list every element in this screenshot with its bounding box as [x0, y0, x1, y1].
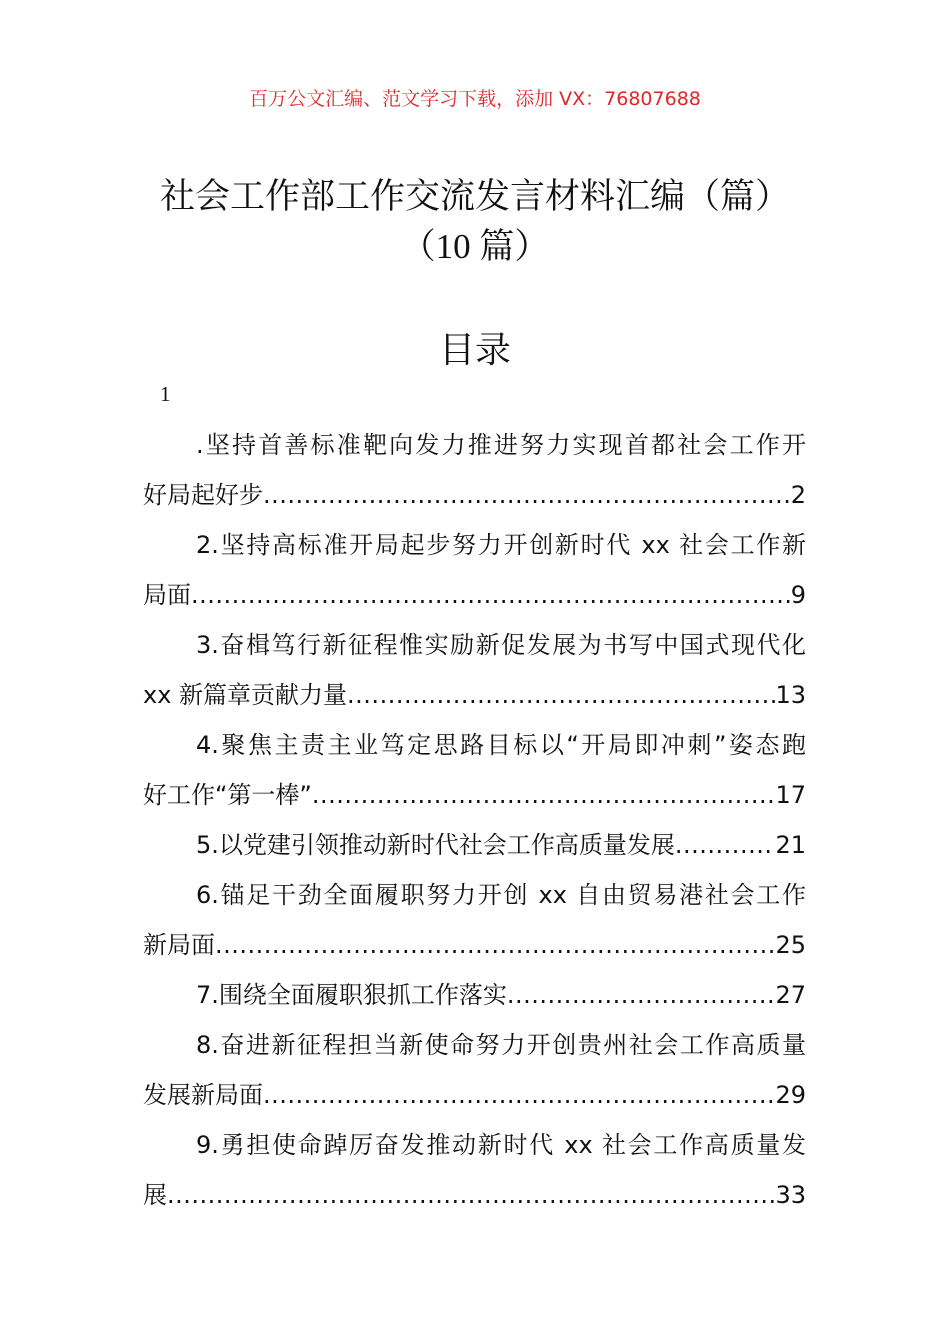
toc-entry[interactable] — [143, 1020, 806, 1120]
toc-entry-row — [143, 970, 806, 1020]
toc-entry-title-line1: .坚持首善标准靶向发力推进努力实现首都社会工作开 — [196, 431, 806, 459]
toc-entry[interactable] — [143, 870, 806, 970]
toc-entry-row — [143, 570, 806, 620]
title-line-1: 社会工作部工作交流发言材料汇编（篇） — [159, 177, 790, 217]
toc-entry[interactable] — [143, 820, 806, 870]
toc-entry[interactable] — [143, 620, 806, 720]
toc-entry-title-line2: 展 — [143, 1181, 167, 1209]
toc-page-number: 27 — [775, 981, 806, 1009]
toc-entry[interactable] — [143, 720, 806, 820]
toc-entry-title: 5.以党建引领推动新时代社会工作高质量发展 — [196, 831, 675, 859]
toc-entry-title-line2: 新局面 — [143, 931, 215, 959]
toc-page-number: 2 — [790, 481, 806, 509]
document-title — [0, 172, 950, 272]
toc-entry-title-line1: 4.聚焦主责主业笃定思路目标以“开局即冲刺”姿态跑 — [196, 731, 806, 759]
dot-leader — [167, 1170, 775, 1220]
toc-entry-title-line1: 3.奋楫笃行新征程惟实励新促发展为书写中国式现代化 — [196, 631, 806, 659]
dot-leader — [507, 970, 776, 1020]
dot-leader — [347, 670, 775, 720]
toc-page-number: 21 — [775, 831, 806, 859]
toc-entry[interactable] — [143, 420, 806, 520]
toc-entry-row — [143, 1070, 806, 1120]
toc-entry-row — [143, 1170, 806, 1220]
toc-entry-title-line2: 局面 — [143, 581, 191, 609]
toc-entry[interactable] — [143, 1120, 806, 1220]
dot-leader — [215, 920, 775, 970]
toc-entry-title: 7.围绕全面履职狠抓工作落实 — [196, 981, 507, 1009]
toc-entry-title-line2: xx 新篇章贡献力量 — [143, 681, 348, 709]
toc-entry-title-line2: 好局起好步 — [143, 481, 263, 509]
toc-entry-row — [143, 820, 806, 870]
toc-page-number: 33 — [775, 1181, 806, 1209]
toc-entry-row — [143, 770, 806, 820]
toc-entry-row — [143, 470, 806, 520]
toc-page-number: 29 — [775, 1081, 806, 1109]
dot-leader — [263, 470, 791, 520]
toc-entry-row — [143, 920, 806, 970]
dot-leader — [312, 770, 776, 820]
toc-page-number: 25 — [775, 931, 806, 959]
toc-entry-title-line2: 好工作“第一棒” — [143, 781, 312, 809]
toc-entry-title-line1: 9.勇担使命踔厉奋发推动新时代 xx 社会工作高质量发 — [196, 1131, 806, 1159]
dot-leader — [675, 820, 776, 870]
dot-leader — [263, 1070, 775, 1120]
watermark-banner: 百万公文汇编、范文学习下载，添加 VX：76807688 — [249, 88, 701, 110]
toc-entry-title-line1: 6.锚足干劲全面履职努力开创 xx 自由贸易港社会工作 — [196, 881, 806, 909]
stray-number: 1 — [160, 382, 171, 406]
dot-leader — [191, 570, 791, 620]
toc-entry-title-line1: 2.坚持高标准开局起步努力开创新时代 xx 社会工作新 — [196, 531, 806, 559]
toc-page-number: 17 — [775, 781, 806, 809]
toc-entry-title-line1: 8.奋进新征程担当新使命努力开创贵州社会工作高质量 — [196, 1031, 806, 1059]
toc-entry[interactable] — [143, 970, 806, 1020]
toc-page-number: 13 — [775, 681, 806, 709]
toc-entry-row — [143, 670, 806, 720]
toc-heading: 目录 — [438, 330, 511, 371]
toc-entry-title-line2: 发展新局面 — [143, 1081, 263, 1109]
toc-page-number: 9 — [790, 581, 806, 609]
title-line-2: （10 篇） — [400, 227, 550, 266]
table-of-contents — [143, 420, 806, 1220]
toc-entry[interactable] — [143, 520, 806, 620]
